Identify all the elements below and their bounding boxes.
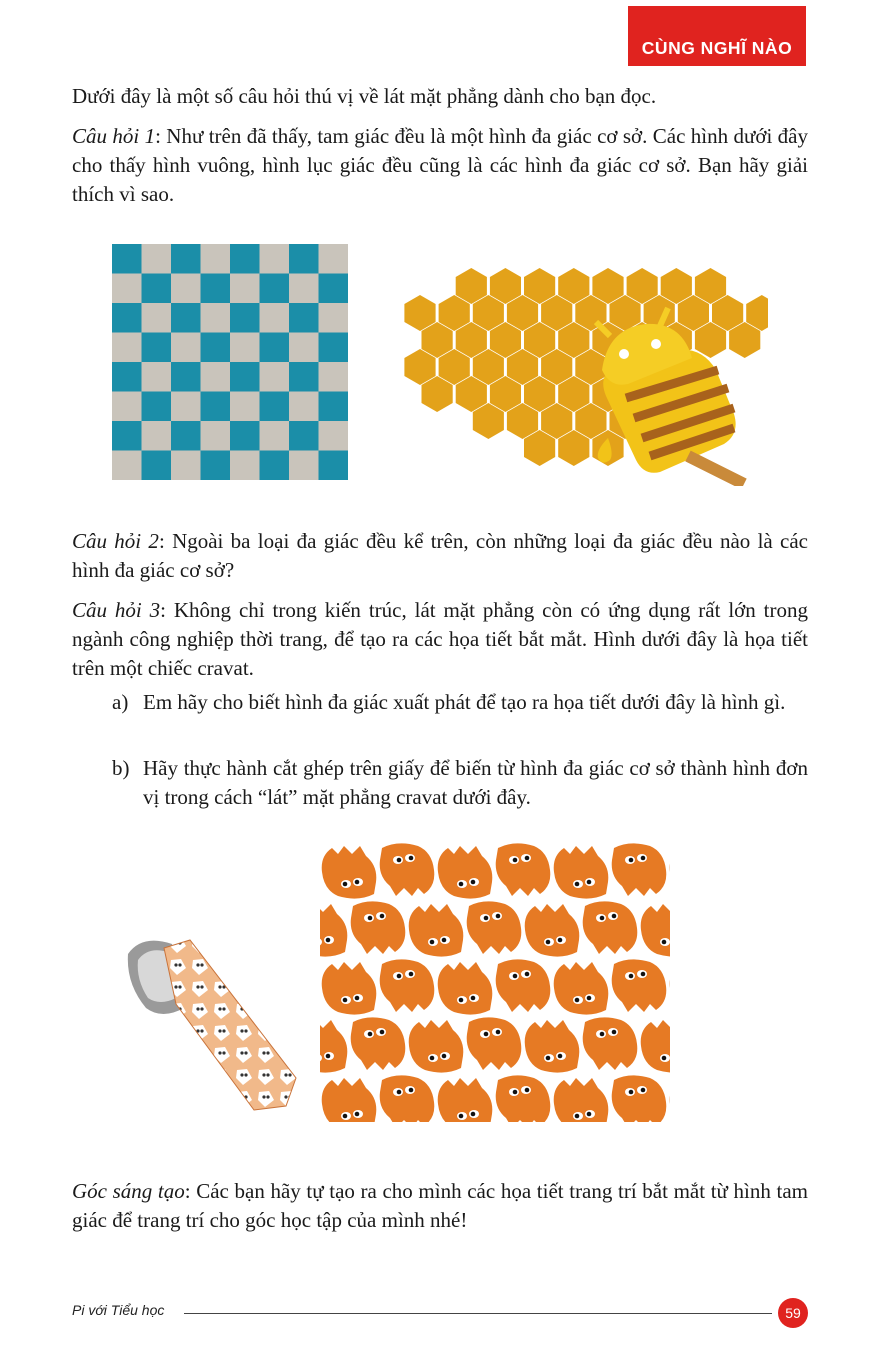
creative-corner-text: : Các bạn hãy tự tạo ra cho mình các họa tiết trang trí bắt mắt từ hình tam giác để trang trí cho góc học tập của mình nhé! (72, 1179, 809, 1232)
checker-square (171, 451, 201, 481)
checker-square (171, 392, 201, 422)
checker-square (319, 362, 349, 392)
checker-square (260, 274, 290, 304)
checker-square (201, 303, 231, 333)
checker-square (142, 392, 172, 422)
checker-square (289, 421, 319, 451)
question-3-text: : Không chỉ trong kiến trúc, lát mặt phẳng còn có ứng dụng rất lớn trong ngành công nghiệp thời trang, để tạo ra các họa tiết bắt mắt. Hình dưới đây là họa tiết trên một chiếc cravat. (72, 598, 808, 680)
checker-square (112, 244, 142, 274)
checker-square (112, 362, 142, 392)
checker-square (289, 362, 319, 392)
checker-square (319, 333, 349, 363)
creative-corner-label: Góc sáng tạo (72, 1179, 185, 1203)
question-2-label: Câu hỏi 2 (72, 529, 159, 553)
checker-square (171, 274, 201, 304)
question-3-item-b (112, 754, 808, 812)
checker-square (201, 274, 231, 304)
question-1-label: Câu hỏi 1 (72, 124, 156, 148)
checker-square (201, 451, 231, 481)
checker-square (319, 244, 349, 274)
checker-square (289, 244, 319, 274)
checker-square (171, 333, 201, 363)
checker-square (171, 244, 201, 274)
checker-square (142, 333, 172, 363)
checker-square (112, 392, 142, 422)
question-1-text: : Như trên đã thấy, tam giác đều là một hình đa giác cơ sở. Các hình dưới đây cho thấy hình vuông, hình lục giác đều cũng là các hình đa giác cơ sở. Bạn hãy giải thích vì sao. (72, 124, 809, 206)
checker-square (319, 451, 349, 481)
checker-square (260, 362, 290, 392)
checker-square (142, 362, 172, 392)
checker-square (201, 362, 231, 392)
checker-square (171, 421, 201, 451)
question-3 (72, 596, 808, 683)
checker-square (201, 333, 231, 363)
section-badge: CÙNG NGHĨ NÀO (628, 6, 806, 66)
intro-paragraph: Dưới đây là một số câu hỏi thú vị về lát mặt phẳng dành cho bạn đọc. (72, 84, 657, 108)
checker-square (289, 392, 319, 422)
checker-square (171, 303, 201, 333)
checkerboard-figure (112, 244, 348, 480)
question-3-item-a (112, 688, 808, 717)
question-1 (72, 122, 808, 209)
checker-square (319, 274, 349, 304)
footer-title: Pi với Tiểu học (72, 1302, 165, 1318)
checker-square (142, 244, 172, 274)
honeycomb-figure (398, 262, 768, 486)
checker-square (230, 274, 260, 304)
checker-square (230, 392, 260, 422)
checker-square (230, 362, 260, 392)
checker-square (142, 274, 172, 304)
checker-square (289, 451, 319, 481)
checker-square (112, 451, 142, 481)
ghost-tessellation-figure (320, 842, 670, 1122)
checker-square (112, 274, 142, 304)
checker-square (171, 362, 201, 392)
checker-square (230, 451, 260, 481)
item-marker: a) (112, 690, 129, 714)
item-marker: b) (112, 756, 130, 780)
checker-square (201, 421, 231, 451)
checker-square (230, 244, 260, 274)
checker-square (112, 333, 142, 363)
checker-square (260, 333, 290, 363)
item-text: Hãy thực hành cắt ghép trên giấy để biến từ hình đa giác cơ sở thành hình đơn vị trong cách “lát” mặt phẳng cravat dưới đây. (143, 756, 808, 809)
checker-square (260, 451, 290, 481)
footer-divider (184, 1313, 772, 1314)
checker-square (201, 392, 231, 422)
checker-square (260, 392, 290, 422)
creative-corner (72, 1177, 808, 1235)
question-2-text: : Ngoài ba loại đa giác đều kể trên, còn những loại đa giác đều nào là các hình đa giác cơ sở? (72, 529, 808, 582)
checker-square (112, 421, 142, 451)
checker-square (289, 333, 319, 363)
checker-square (319, 392, 349, 422)
checker-square (142, 303, 172, 333)
checker-square (289, 274, 319, 304)
checker-square (201, 244, 231, 274)
page-number: 59 (778, 1298, 808, 1328)
checker-square (260, 421, 290, 451)
checker-square (260, 244, 290, 274)
checker-square (319, 421, 349, 451)
question-2 (72, 527, 808, 585)
checker-square (230, 303, 260, 333)
checker-square (260, 303, 290, 333)
checker-square (112, 303, 142, 333)
question-3-label: Câu hỏi 3 (72, 598, 161, 622)
item-text: Em hãy cho biết hình đa giác xuất phát để tạo ra họa tiết dưới đây là hình gì. (143, 690, 786, 714)
necktie-figure (124, 934, 304, 1114)
checker-square (319, 303, 349, 333)
checker-square (289, 303, 319, 333)
checker-square (142, 421, 172, 451)
checker-square (230, 421, 260, 451)
checker-square (230, 333, 260, 363)
checker-square (142, 451, 172, 481)
